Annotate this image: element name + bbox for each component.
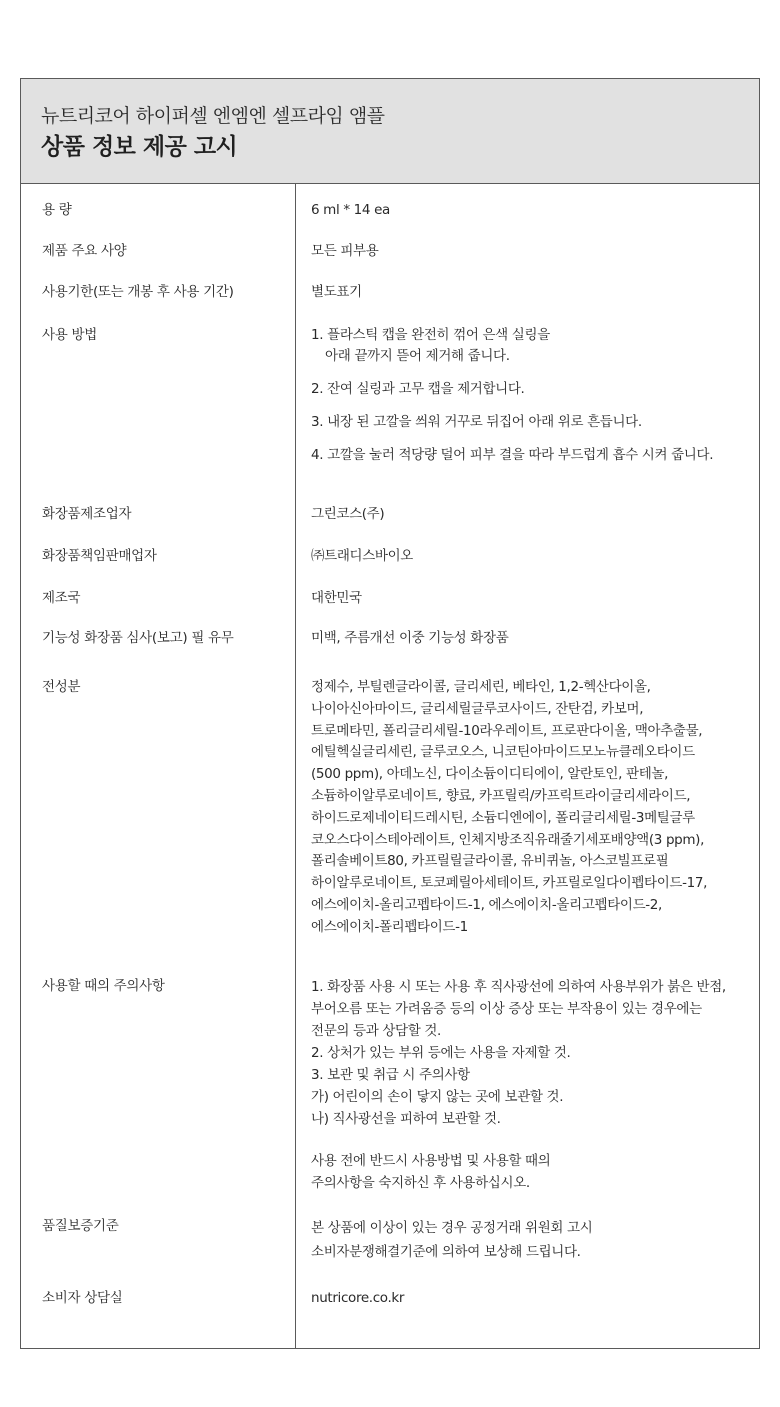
quality-line: 본 상품에 이상이 있는 경우 공정거래 위원회 고시 bbox=[311, 1220, 593, 1236]
caution-notice-line: 사용 전에 반드시 사용방법 및 사용할 때의 bbox=[311, 1153, 551, 1169]
ingredients-line: 하이드로제네이티드레시틴, 소듐디엔에이, 폴리글리세릴-3메틸글루 bbox=[311, 809, 695, 826]
row-label: 사용할 때의 주의사항 bbox=[42, 978, 165, 994]
ingredients-line: 나이아신아마이드, 글리세릴글루코사이드, 잔탄검, 카보머, bbox=[311, 700, 644, 717]
row-label: 소비자 상담실 bbox=[42, 1290, 123, 1306]
row-label: 용 량 bbox=[42, 202, 72, 218]
row-value: 그린코스(주) bbox=[311, 506, 385, 522]
usage-step: 1. 플라스틱 캡을 완전히 꺾어 은색 실링을 bbox=[311, 327, 550, 343]
product-name: 뉴트리코어 하이퍼셀 엔엠엔 셀프라임 앰플 bbox=[41, 105, 385, 127]
row-value: 미백, 주름개선 이중 기능성 화장품 bbox=[311, 630, 509, 646]
row-value: 별도표기 bbox=[311, 284, 362, 300]
row-value: 모든 피부용 bbox=[311, 243, 379, 259]
row-label: 화장품책임판매업자 bbox=[42, 548, 157, 564]
usage-step: 3. 내장 된 고깔을 씌워 거꾸로 뒤집어 아래 위로 흔듭니다. bbox=[311, 414, 642, 430]
ingredients-line: (500 ppm), 아데노신, 다이소듐이디티에이, 알란토인, 판테놀, bbox=[311, 766, 669, 783]
caution-line: 부어오름 또는 가려움증 등의 이상 증상 또는 부작용이 있는 경우에는 bbox=[311, 1001, 702, 1017]
caution-line: 전문의 등과 상담할 것. bbox=[311, 1023, 441, 1039]
row-label: 기능성 화장품 심사(보고) 필 유무 bbox=[42, 630, 234, 646]
page-title: 상품 정보 제공 고시 bbox=[41, 134, 238, 160]
usage-step: 4. 고깔을 눌러 적당량 덜어 피부 결을 따라 부드럽게 흡수 시켜 줍니다. bbox=[311, 447, 714, 463]
ingredients-line: 하이알루로네이트, 토코페릴아세테이트, 카프릴로일다이펩타이드-17, bbox=[311, 875, 708, 892]
row-label: 품질보증기준 bbox=[42, 1218, 119, 1234]
ingredients-line: 트로메타민, 폴리글리세릴-10라우레이트, 프로판다이올, 맥아추출물, bbox=[311, 722, 703, 739]
ingredients-list bbox=[311, 677, 751, 939]
usage-step: 2. 잔여 실링과 고무 캡을 제거합니다. bbox=[311, 381, 525, 397]
column-divider bbox=[295, 184, 296, 1348]
row-label: 화장품제조업자 bbox=[42, 506, 132, 522]
spacer bbox=[311, 1130, 751, 1150]
quality-text bbox=[311, 1216, 751, 1264]
caution-notice-line: 주의사항을 숙지하신 후 사용하십시오. bbox=[311, 1175, 530, 1191]
row-label: 제품 주요 사양 bbox=[42, 243, 127, 259]
caution-line: 1. 화장품 사용 시 또는 사용 후 직사광선에 의하여 사용부위가 붉은 반점, bbox=[311, 979, 726, 995]
ingredients-line: 정제수, 부틸렌글라이콜, 글리세린, 베타인, 1,2-헥산다이올, bbox=[311, 679, 651, 695]
consumer-website: nutricore.co.kr bbox=[311, 1290, 405, 1306]
ingredients-line: 에틸헥실글리세린, 글루코오스, 니코틴아마이드모노뉴클레오타이드 bbox=[311, 744, 695, 761]
sheet-header bbox=[21, 79, 759, 184]
caution-line: 나) 직사광선을 피하여 보관할 것. bbox=[311, 1111, 501, 1127]
row-label: 전성분 bbox=[42, 679, 81, 695]
row-label: 사용 방법 bbox=[42, 327, 97, 343]
ingredients-line: 에스에이치-폴리펩타이드-1 bbox=[311, 918, 468, 935]
caution-list bbox=[311, 976, 751, 1194]
ingredients-line: 폴리솔베이트80, 카프릴릴글라이콜, 유비퀴놀, 아스코빌프로필 bbox=[311, 853, 669, 870]
caution-line: 가) 어린이의 손이 닿지 않는 곳에 보관할 것. bbox=[311, 1089, 564, 1105]
row-value: 대한민국 bbox=[311, 590, 362, 606]
row-value: ㈜트래디스바이오 bbox=[311, 548, 413, 564]
caution-line: 2. 상처가 있는 부위 등에는 사용을 자제할 것. bbox=[311, 1045, 571, 1061]
row-label: 제조국 bbox=[42, 590, 81, 606]
ingredients-line: 에스에이치-올리고펩타이드-1, 에스에이치-올리고펩타이드-2, bbox=[311, 896, 662, 913]
ingredients-line: 소듐하이알루로네이트, 향료, 카프릴릭/카프릭트라이글리세라이드, bbox=[311, 787, 691, 804]
row-value: 6 ml * 14 ea bbox=[311, 202, 390, 218]
quality-line: 소비자분쟁해결기준에 의하여 보상해 드립니다. bbox=[311, 1244, 581, 1260]
ingredients-line: 코오스다이스테아레이트, 인체지방조직유래줄기세포배양액(3 ppm), bbox=[311, 831, 705, 848]
usage-step: 아래 끝까지 뜯어 제거해 줍니다. bbox=[325, 348, 510, 364]
caution-line: 3. 보관 및 취급 시 주의사항 bbox=[311, 1067, 470, 1083]
product-info-sheet bbox=[20, 78, 760, 1349]
usage-steps bbox=[311, 325, 751, 466]
row-label: 사용기한(또는 개봉 후 사용 기간) bbox=[42, 284, 234, 300]
